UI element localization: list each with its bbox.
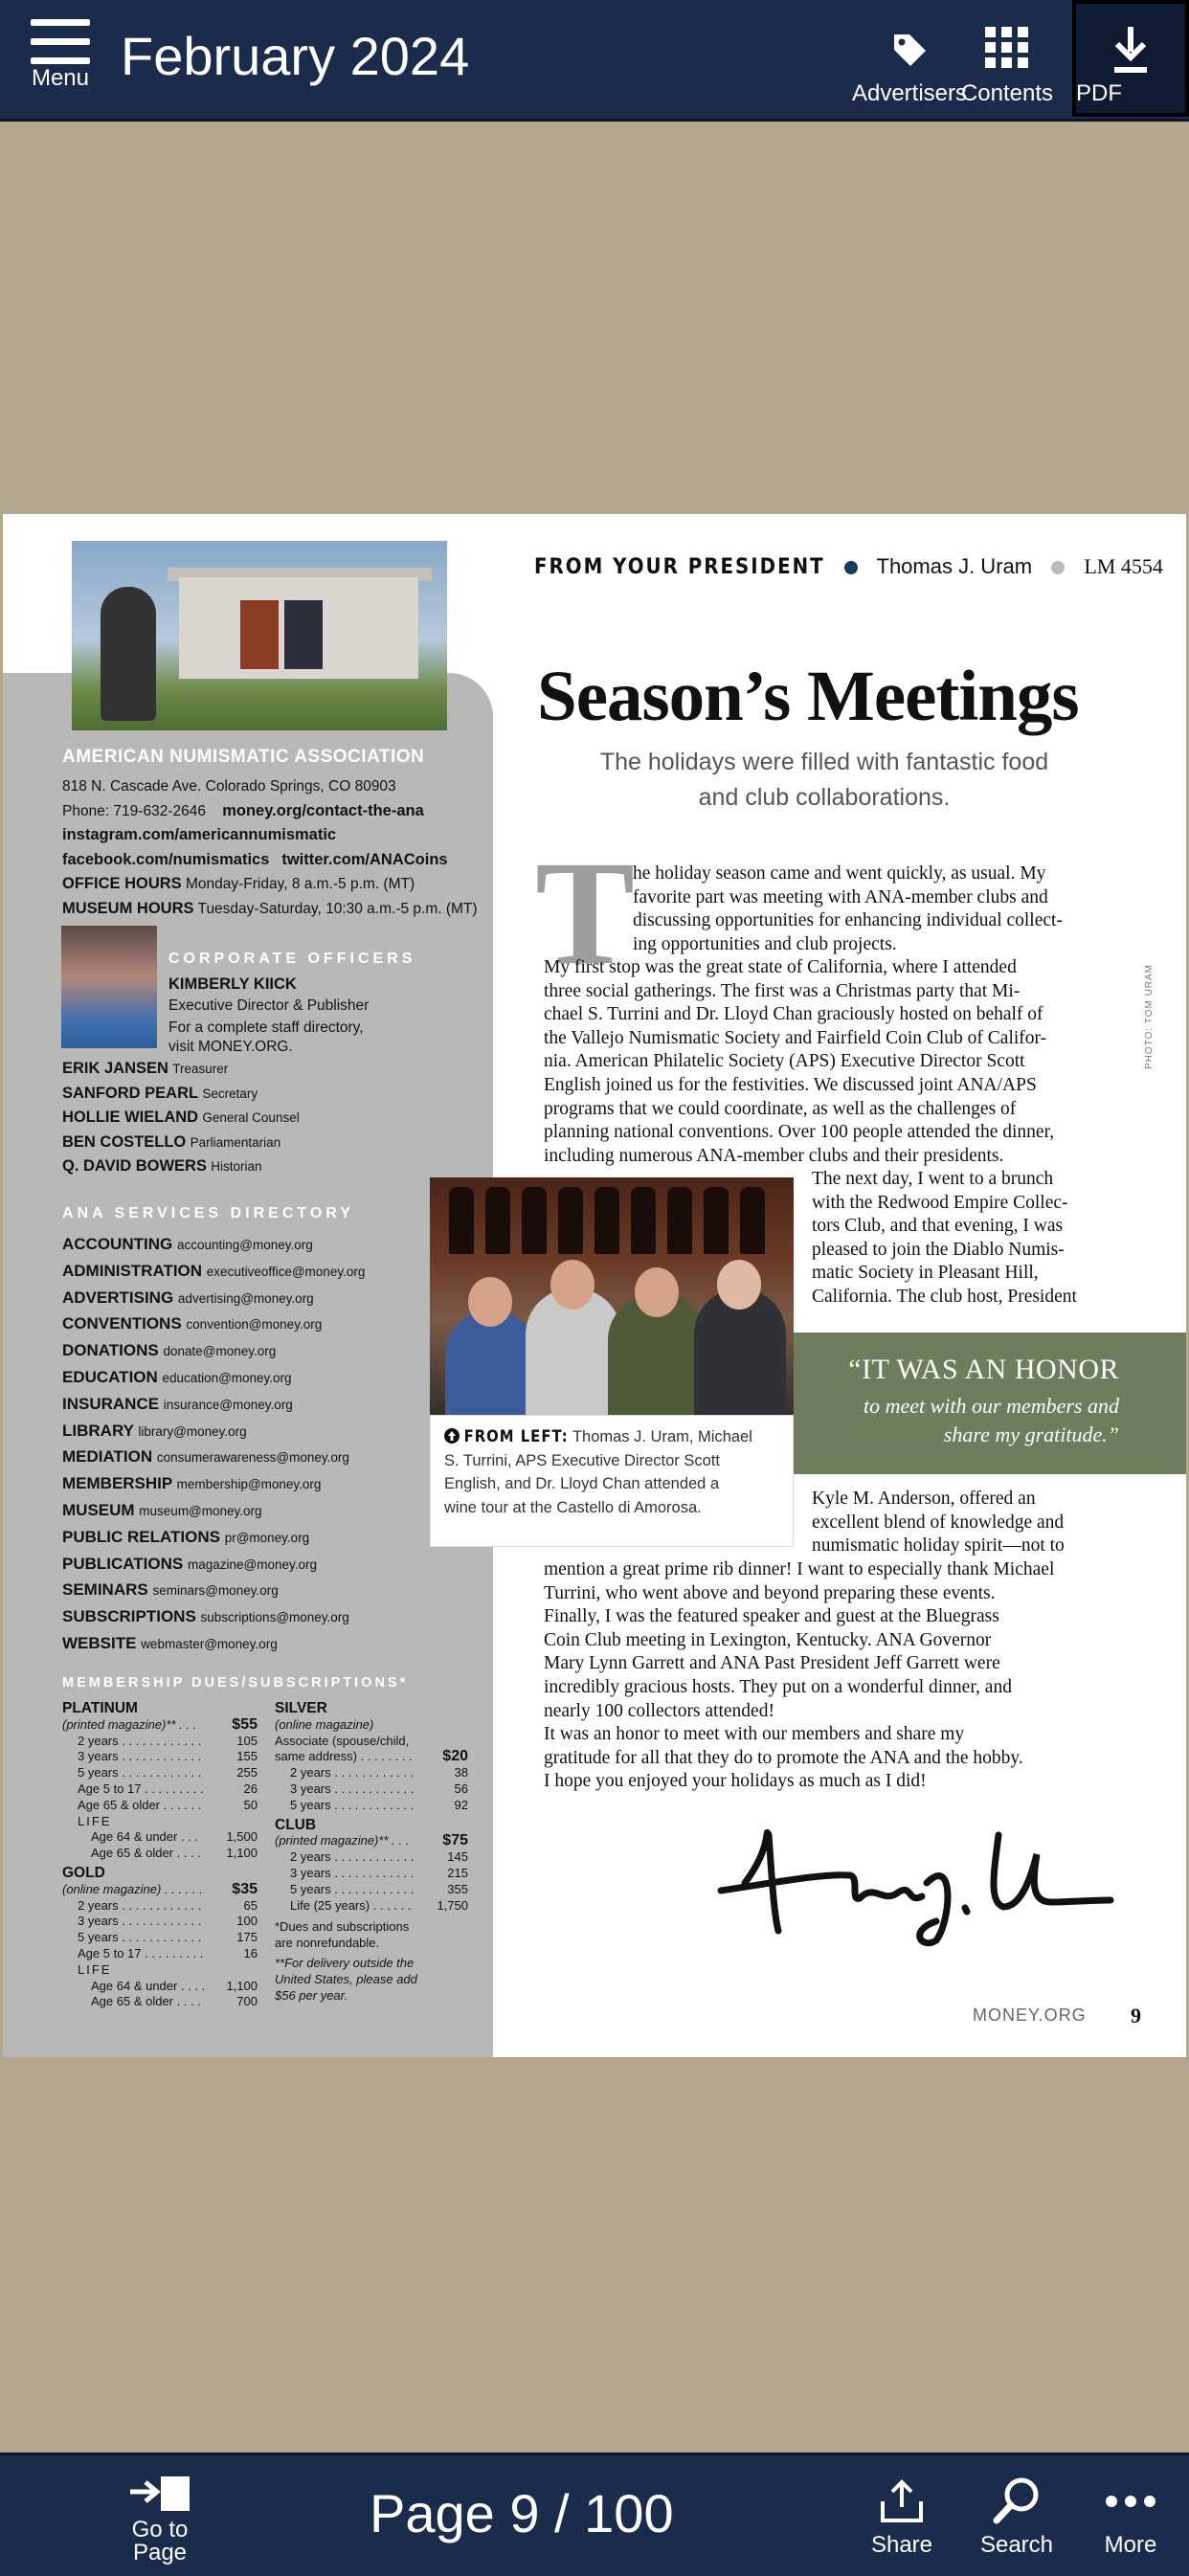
dues-footnote: are nonrefundable. — [275, 1936, 380, 1951]
directory-item: LIBRARY library@money.org — [62, 1421, 247, 1440]
lead-officer-name: KIMBERLY KIICK — [168, 975, 297, 993]
directory-item: MEDIATION consumerawareness@money.org — [62, 1447, 349, 1467]
member-id: LM 4554 — [1084, 554, 1163, 578]
hamburger-icon — [31, 17, 90, 65]
dues-footnote: $56 per year. — [275, 1987, 348, 2003]
services-directory — [62, 1232, 365, 1658]
dues-row: (online magazine) . . . . . . $35 — [62, 1880, 258, 1897]
body-paragraph-narrow: Kyle M. Anderson, offered an excellent blend of knowledge and numismatic holiday spirit—not to — [812, 1489, 1065, 1557]
dues-note: Associate (spouse/child, — [275, 1733, 410, 1748]
body-paragraph-narrow: The next day, I went to a brunch with the Redwood Empire Collec- tors Club, and that evening, I was pleased to join the Diablo Numis- matic Society in Pleasant Hill, California. The club host, President — [812, 1169, 1077, 1307]
dues-row: Age 65 & older . . . . 700 — [91, 1994, 258, 2009]
dues-row: 5 years . . . . . . . . . . . . 355 — [290, 1881, 468, 1896]
staff-directory-note: For a complete staff directory, — [168, 1019, 364, 1036]
group-photo — [430, 1177, 794, 1415]
dues-footnote: *Dues and subscriptions — [275, 1919, 410, 1935]
dues-row: Age 65 & older . . . . 1,100 — [91, 1846, 258, 1861]
directory-item: INSURANCE insurance@money.org — [62, 1394, 293, 1413]
officers-heading: CORPORATE OFFICERS — [168, 951, 416, 967]
search-button[interactable] — [971, 2455, 1063, 2576]
dues-tier-name: CLUB — [275, 1816, 317, 1833]
dues-column-left — [62, 1701, 258, 2010]
go-to-page-button[interactable] — [119, 2455, 201, 2576]
lead-officer-title: Executive Director & Publisher — [168, 997, 370, 1014]
search-label: Search — [979, 2532, 1054, 2558]
issue-title: February 2024 — [121, 26, 470, 86]
officer-name: Q. DAVID BOWERS — [62, 1157, 207, 1175]
dues-row: 2 years . . . . . . . . . . . . 38 — [290, 1765, 468, 1781]
body-paragraph: My first stop was the great state of California, where I attended three social gatherings. The first was a Christmas party that Mi- chael S. Turrini and Dr. Lloyd Chan graciously hosted on behalf of the Vallejo Numismatic Society and Fairfield Coin Club of Califor- nia. American Philatelic Society (APS) Executive Director Scott English joined us for the festivities. We discussed joint ANA/APS programs that we could coordinate, as well as the challenges of planning national conventions. Over 100 people attended the dinner, including numerous ANA-member clubs and their presidents. — [544, 957, 1055, 1166]
dues-tier-name: SILVER — [275, 1700, 327, 1716]
go-to-line: Go to — [131, 2517, 189, 2542]
grid-icon — [985, 27, 1029, 69]
bullet-icon — [844, 561, 858, 574]
directory-item: DONATIONS donate@money.org — [62, 1341, 277, 1360]
dues-row: 5 years . . . . . . . . . . . . 92 — [290, 1797, 468, 1812]
dues-row: 3 years . . . . . . . . . . . . 155 — [78, 1749, 258, 1764]
body-paragraph: mention a great prime rib dinner! I want to especially thank Michael Turrini, who went above and beyond preparing these events. Finally, I was the featured speaker and guest at the Bluegrass Coin Club meeting in Lexington, Kentucky. ANA Governor Mary Lynn Garrett and ANA Past President Jeff Garrett were incredibly gracious hosts. They put on a wonderful dinner, and nearly 100 collectors attended! It was an honor to meet with our members and share my gratitude for all that they do to promote the ANA and the hobby. I hope you enjoyed your holidays as much as I did! — [544, 1559, 1055, 1792]
dues-row: 3 years . . . . . . . . . . . . 215 — [290, 1865, 468, 1880]
directory-item: MEMBERSHIP membership@money.org — [62, 1474, 322, 1493]
go-to-line: Page — [132, 2540, 188, 2565]
search-icon — [993, 2476, 1041, 2524]
dues-tier-name: GOLD — [62, 1864, 105, 1881]
photo-credit: PHOTO: TOM URAM — [1144, 963, 1155, 1069]
dues-footnote: United States, please add — [275, 1971, 417, 1986]
officer-role: General Counsel — [202, 1110, 300, 1125]
drop-cap: T — [535, 830, 636, 996]
dues-row: Life (25 years) . . . . . . 1,750 — [290, 1897, 468, 1913]
museum-hours-label: MUSEUM HOURS — [62, 899, 194, 917]
dues-row: 2 years . . . . . . . . . . . . 105 — [78, 1733, 258, 1748]
contents-label: Contents — [960, 80, 1054, 106]
life-label: LIFE — [78, 1961, 112, 1977]
officer-name: ERIK JANSEN — [62, 1060, 168, 1077]
org-name: AMERICAN NUMISMATIC ASSOCIATION — [62, 747, 425, 767]
dues-row: 5 years . . . . . . . . . . . . 255 — [78, 1765, 258, 1781]
directory-item: ACCOUNTING accounting@money.org — [62, 1235, 313, 1253]
dues-row: Age 5 to 17 . . . . . . . . . 16 — [78, 1945, 258, 1960]
caption-label: FROM LEFT: — [463, 1427, 569, 1445]
directory-item: ADVERTISING advertising@money.org — [62, 1288, 314, 1307]
menu-button[interactable] — [23, 17, 98, 109]
staff-directory-link: visit MONEY.ORG. — [168, 1039, 293, 1055]
org-phone: Phone: 719-632-2646 — [62, 802, 206, 819]
dues-row: (printed magazine)** . . . $75 — [275, 1832, 468, 1849]
org-address: 818 N. Cascade Ave. Colorado Springs, CO 80903 — [62, 778, 396, 795]
download-icon — [1111, 27, 1150, 75]
directory-item: SEMINARS seminars@money.org — [62, 1580, 279, 1600]
pull-quote-line: to meet with our members and share my gratitude.” — [863, 1394, 1119, 1446]
officer-list — [62, 1057, 300, 1179]
magazine-page[interactable] — [3, 514, 1186, 2057]
dues-row: Age 5 to 17 . . . . . . . . . 26 — [78, 1781, 258, 1796]
dues-heading: MEMBERSHIP DUES/SUBSCRIPTIONS* — [62, 1675, 409, 1691]
directory-item: CONVENTIONS convention@money.org — [62, 1314, 323, 1333]
section-label: FROM YOUR PRESIDENT — [534, 555, 825, 579]
article-headline: Season’s Meetings — [537, 657, 1079, 736]
officer-role: Historian — [211, 1159, 262, 1174]
go-to-page-icon — [128, 2475, 191, 2513]
deck-line: and club collaborations. — [698, 784, 951, 811]
directory-heading: ANA SERVICES DIRECTORY — [62, 1205, 354, 1221]
article-byline — [534, 554, 1163, 579]
more-label: More — [1104, 2532, 1157, 2558]
more-dots-icon — [1105, 2478, 1156, 2524]
dues-row: 2 years . . . . . . . . . . . . 65 — [78, 1897, 258, 1913]
dues-footnote: **For delivery outside the — [275, 1955, 415, 1970]
dues-row: 2 years . . . . . . . . . . . . 145 — [290, 1849, 468, 1865]
dues-row: 3 years . . . . . . . . . . . . 56 — [290, 1781, 468, 1796]
executive-director-portrait — [61, 926, 157, 1048]
dues-row: 3 years . . . . . . . . . . . . 100 — [78, 1914, 258, 1929]
office-hours-label: OFFICE HOURS — [62, 875, 182, 892]
museum-hours: Tuesday-Saturday, 10:30 a.m.-5 p.m. (MT) — [197, 900, 478, 917]
page-indicator: Page 9 / 100 — [370, 2483, 674, 2543]
advertisers-label: Advertisers — [851, 80, 968, 106]
twitter-link[interactable]: twitter.com/ANACoins — [281, 850, 448, 868]
share-icon — [879, 2478, 925, 2524]
dues-row: (printed magazine)** . . . $55 — [62, 1715, 258, 1733]
menu-label: Menu — [31, 65, 90, 91]
contents-button[interactable] — [957, 31, 1057, 111]
photo-caption: FROM LEFT: Thomas J. Uram, Michael S. Turrini, APS Executive Director Scott English, and Dr. Lloyd Chan attended a wine tour at the Castello di Amorosa. — [430, 1415, 794, 1547]
footer-url: MONEY.ORG — [973, 2005, 1087, 2025]
instagram-link[interactable]: instagram.com/americannumismatic — [62, 826, 337, 843]
share-button[interactable] — [858, 2455, 946, 2576]
dues-subtitle: (online magazine) — [275, 1716, 374, 1732]
author-name: Thomas J. Uram — [876, 554, 1033, 578]
dues-row: Age 64 & under . . . 1,500 — [91, 1829, 258, 1845]
office-hours: Monday-Friday, 8 a.m.-5 p.m. (MT) — [185, 876, 415, 892]
bottom-toolbar — [0, 2453, 1189, 2576]
contact-link[interactable]: money.org/contact-the-ana — [222, 801, 424, 819]
officer-role: Parliamentarian — [190, 1134, 281, 1150]
officer-name: BEN COSTELLO — [62, 1132, 187, 1151]
directory-item: MUSEUM museum@money.org — [62, 1500, 262, 1519]
dues-row: Age 64 & under . . . . 1,100 — [91, 1978, 258, 1993]
article-deck — [535, 745, 1113, 816]
share-label: Share — [870, 2532, 933, 2558]
body-intro: he holiday season came and went quickly, as usual. My favorite part was meeting with ANA-member clubs and discussing opportunities for enhancing individual collect- ing opportunities and club projects. — [633, 863, 1063, 954]
pull-quote — [794, 1333, 1186, 1474]
life-label: LIFE — [78, 1813, 112, 1828]
dues-row: Age 65 & older . . . . . . 50 — [78, 1797, 258, 1812]
arrow-up-circle-icon — [444, 1428, 460, 1444]
officer-role: Treasurer — [172, 1062, 229, 1076]
officer-name: HOLLIE WIELAND — [62, 1109, 199, 1126]
officer-role: Secretary — [202, 1086, 258, 1101]
directory-item: EDUCATION education@money.org — [62, 1367, 292, 1386]
directory-item: PUBLIC RELATIONS pr@money.org — [62, 1527, 310, 1546]
directory-item: PUBLICATIONS magazine@money.org — [62, 1554, 318, 1573]
directory-item: WEBSITE webmaster@money.org — [62, 1633, 278, 1652]
pull-quote-line: “IT WAS AN HONOR — [848, 1354, 1119, 1385]
ana-building-photo — [72, 541, 447, 730]
author-signature — [716, 1816, 1118, 1960]
deck-line: The holidays were filled with fantastic food — [599, 749, 1049, 775]
dues-row: same address) . . . . . . . . $20 — [275, 1748, 468, 1765]
pdf-download-button[interactable] — [1072, 0, 1189, 117]
tag-icon — [890, 31, 929, 69]
more-button[interactable] — [1089, 2455, 1172, 2576]
pdf-label: PDF — [1076, 80, 1122, 106]
directory-item: ADMINISTRATION executiveoffice@money.org — [62, 1261, 366, 1280]
page-number: 9 — [1131, 2004, 1141, 2027]
dues-column-right — [275, 1701, 468, 2004]
directory-item: SUBSCRIPTIONS subscriptions@money.org — [62, 1607, 349, 1626]
facebook-link[interactable]: facebook.com/numismatics — [62, 850, 270, 868]
top-toolbar — [0, 0, 1189, 122]
lead-officer — [168, 974, 369, 1056]
dues-row: 5 years . . . . . . . . . . . . 175 — [78, 1930, 258, 1945]
dues-tier-name: PLATINUM — [62, 1700, 138, 1716]
bullet-icon — [1051, 561, 1065, 574]
officer-name: SANFORD PEARL — [62, 1084, 199, 1102]
org-contact-block — [62, 774, 478, 921]
